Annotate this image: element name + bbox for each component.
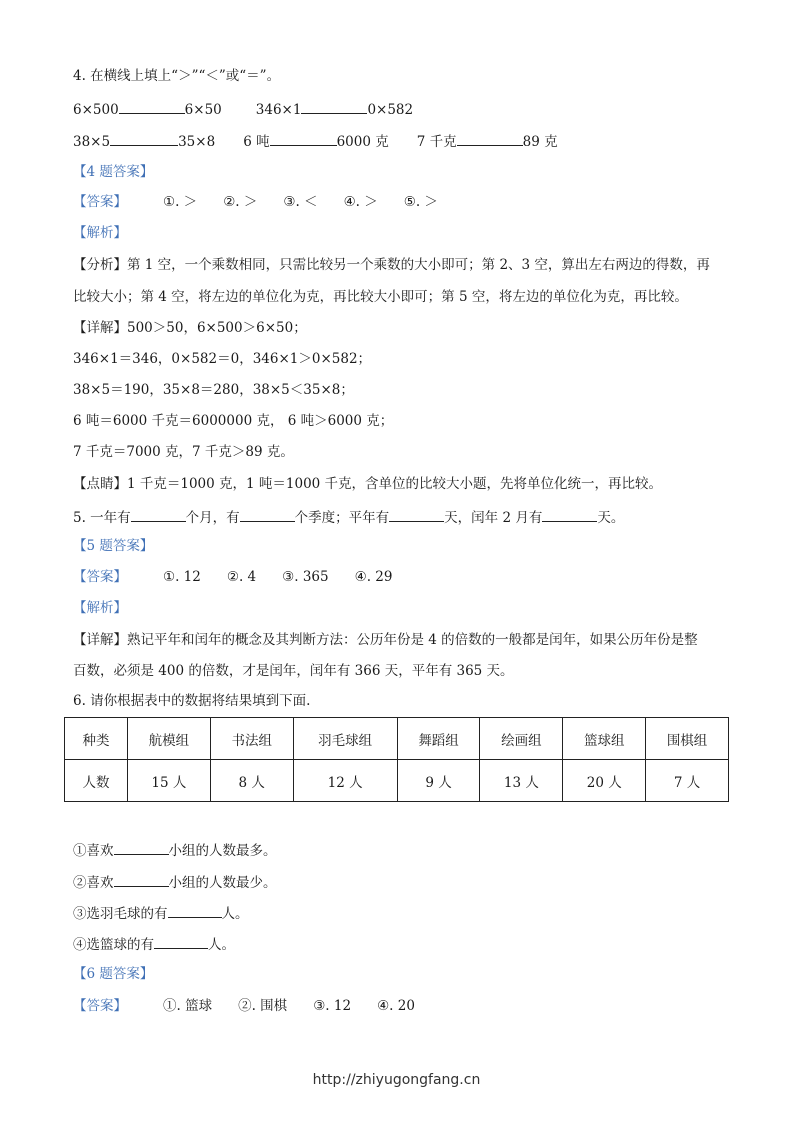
answer-blank[interactable] bbox=[301, 99, 367, 114]
q4-analysis-header: 【解析】 bbox=[73, 225, 127, 241]
q6-text: ②喜欢 bbox=[73, 875, 114, 891]
answer-blank[interactable] bbox=[119, 99, 185, 114]
table-cell: 舞蹈组 bbox=[397, 718, 480, 760]
answer-blank[interactable] bbox=[240, 507, 295, 522]
expr: 35×8 bbox=[178, 134, 216, 150]
expr: 6×500 bbox=[73, 102, 119, 118]
table-cell: 种类 bbox=[65, 718, 128, 760]
q5-answer-header: 【5 题答案】 bbox=[73, 538, 154, 554]
answer-item: ⑤. ＞ bbox=[403, 194, 438, 210]
table-cell: 13 人 bbox=[480, 760, 563, 802]
table-cell: 20 人 bbox=[563, 760, 646, 802]
expr: 6 吨 bbox=[243, 134, 270, 150]
table-cell: 人数 bbox=[65, 760, 128, 802]
answer-item: ③. ＜ bbox=[283, 194, 318, 210]
q4-detail-line1: 【详解】500＞50，6×500＞6×50； bbox=[73, 320, 307, 336]
expr: 7 千克 bbox=[416, 134, 457, 150]
q5-title bbox=[73, 507, 624, 527]
table-cell: 12 人 bbox=[293, 760, 397, 802]
q4-answer-header: 【4 题答案】 bbox=[73, 164, 154, 180]
table-cell: 羽毛球组 bbox=[293, 718, 397, 760]
expr: 6000 克 bbox=[336, 134, 389, 150]
q4-detail-line3: 38×5＝190，35×8＝280，38×5＜35×8； bbox=[73, 382, 354, 398]
expr: 89 克 bbox=[522, 134, 558, 150]
answer-label: 【答案】 bbox=[73, 194, 127, 210]
answer-blank[interactable] bbox=[114, 840, 169, 855]
q5-detail-line1: 【详解】熟记平年和闰年的概念及其判断方法：公历年份是 4 的倍数的一般都是闰年，如果公历年份是整 bbox=[73, 632, 698, 648]
answer-blank[interactable] bbox=[457, 131, 523, 146]
answer-blank[interactable] bbox=[114, 872, 169, 887]
answer-blank[interactable] bbox=[168, 903, 222, 918]
q4-answer-row bbox=[73, 193, 464, 211]
answer-item: ②. 围棋 bbox=[238, 998, 288, 1014]
answer-label: 【答案】 bbox=[73, 569, 127, 585]
table-cell: 绘画组 bbox=[480, 718, 563, 760]
q6-text: ④选篮球的有 bbox=[73, 937, 154, 953]
answer-item: ③. 365 bbox=[282, 569, 329, 585]
q5-detail-line2: 百数，必须是 400 的倍数，才是闰年，闰年有 366 天，平年有 365 天。 bbox=[73, 663, 514, 679]
answer-item: ②. 4 bbox=[226, 569, 257, 585]
q5-text: 5. 一年有 bbox=[73, 510, 131, 526]
table-cell: 15 人 bbox=[128, 760, 211, 802]
q4-fenxi-line1: 【分析】第 1 空，一个乘数相同，只需比较另一个乘数的大小即可；第 2、3 空，算出左右两边的得数，再 bbox=[73, 257, 710, 273]
table-cell: 7 人 bbox=[646, 760, 729, 802]
table-cell: 9 人 bbox=[397, 760, 480, 802]
q4-title: 4. 在横线上填上“＞”“＜”或“＝”。 bbox=[73, 68, 281, 84]
q5-text: 个月，有 bbox=[185, 510, 240, 526]
table-cell: 8 人 bbox=[210, 760, 293, 802]
answer-blank[interactable] bbox=[542, 507, 597, 522]
q6-sub1 bbox=[73, 840, 277, 860]
table-cell: 航模组 bbox=[128, 718, 211, 760]
answer-blank[interactable] bbox=[154, 934, 208, 949]
answer-item: ③. 12 bbox=[313, 998, 352, 1014]
q6-text: ①喜欢 bbox=[73, 843, 114, 859]
q6-sub3 bbox=[73, 903, 249, 923]
expr: 38×5 bbox=[73, 134, 111, 150]
q6-answer-header: 【6 题答案】 bbox=[73, 966, 154, 982]
answer-item: ④. ＞ bbox=[343, 194, 378, 210]
answer-blank[interactable] bbox=[389, 507, 444, 522]
expr: 6×50 bbox=[184, 102, 222, 118]
q6-text: 人。 bbox=[208, 937, 235, 953]
q6-text: ③选羽毛球的有 bbox=[73, 906, 168, 922]
q4-fenxi-line2: 比较大小；第 4 空，将左边的单位化为克，再比较大小即可；第 5 空，将左边的单位化为克，再比较。 bbox=[73, 289, 688, 305]
q4-detail-line5: 7 千克＝7000 克，7 千克＞89 克。 bbox=[73, 444, 294, 460]
q4-row2 bbox=[73, 131, 558, 151]
q6-sub4 bbox=[73, 934, 235, 954]
table-cell: 书法组 bbox=[210, 718, 293, 760]
answer-item: ①. 篮球 bbox=[163, 998, 213, 1014]
q5-text: 天。 bbox=[597, 510, 625, 526]
answer-blank[interactable] bbox=[131, 507, 186, 522]
q4-detail-line2: 346×1＝346，0×582＝0，346×1＞0×582； bbox=[73, 351, 372, 367]
q4-dianjing: 【点睛】1 千克＝1000 克，1 吨＝1000 千克，含单位的比较大小题，先将单位化统一，再比较。 bbox=[73, 476, 663, 492]
q5-text: 个季度；平年有 bbox=[294, 510, 390, 526]
table-row bbox=[65, 760, 729, 802]
q6-sub2 bbox=[73, 872, 277, 892]
answer-item: ④. 20 bbox=[377, 998, 415, 1014]
data-table bbox=[64, 717, 729, 802]
answer-item: ①. 12 bbox=[163, 569, 201, 585]
answer-item: ②. ＞ bbox=[223, 194, 258, 210]
q5-answer-row bbox=[73, 568, 418, 586]
q6-text: 小组的人数最少。 bbox=[168, 875, 277, 891]
q6-title: 6. 请你根据表中的数据将结果填到下面. bbox=[73, 693, 311, 709]
table-row bbox=[65, 718, 729, 760]
answer-blank[interactable] bbox=[110, 131, 178, 146]
q5-analysis-header: 【解析】 bbox=[73, 600, 127, 616]
answer-item: ④. 29 bbox=[354, 569, 393, 585]
q4-detail-line4: 6 吨＝6000 千克＝6000000 克， 6 吨＞6000 克； bbox=[73, 413, 394, 429]
answer-blank[interactable] bbox=[270, 131, 337, 146]
expr: 0×582 bbox=[367, 102, 414, 118]
answer-label: 【答案】 bbox=[73, 998, 127, 1014]
answer-item: ①. ＞ bbox=[163, 194, 198, 210]
expr: 346×1 bbox=[255, 102, 302, 118]
table-cell: 围棋组 bbox=[646, 718, 729, 760]
q6-text: 人。 bbox=[221, 906, 249, 922]
q6-text: 小组的人数最多。 bbox=[168, 843, 277, 859]
q6-answer-row bbox=[73, 997, 441, 1015]
q4-row1 bbox=[73, 99, 413, 119]
footer-url[interactable]: http://zhiyugongfang.cn bbox=[312, 1072, 481, 1088]
q5-text: 天，闰年 2 月有 bbox=[444, 510, 543, 526]
table-cell: 篮球组 bbox=[563, 718, 646, 760]
